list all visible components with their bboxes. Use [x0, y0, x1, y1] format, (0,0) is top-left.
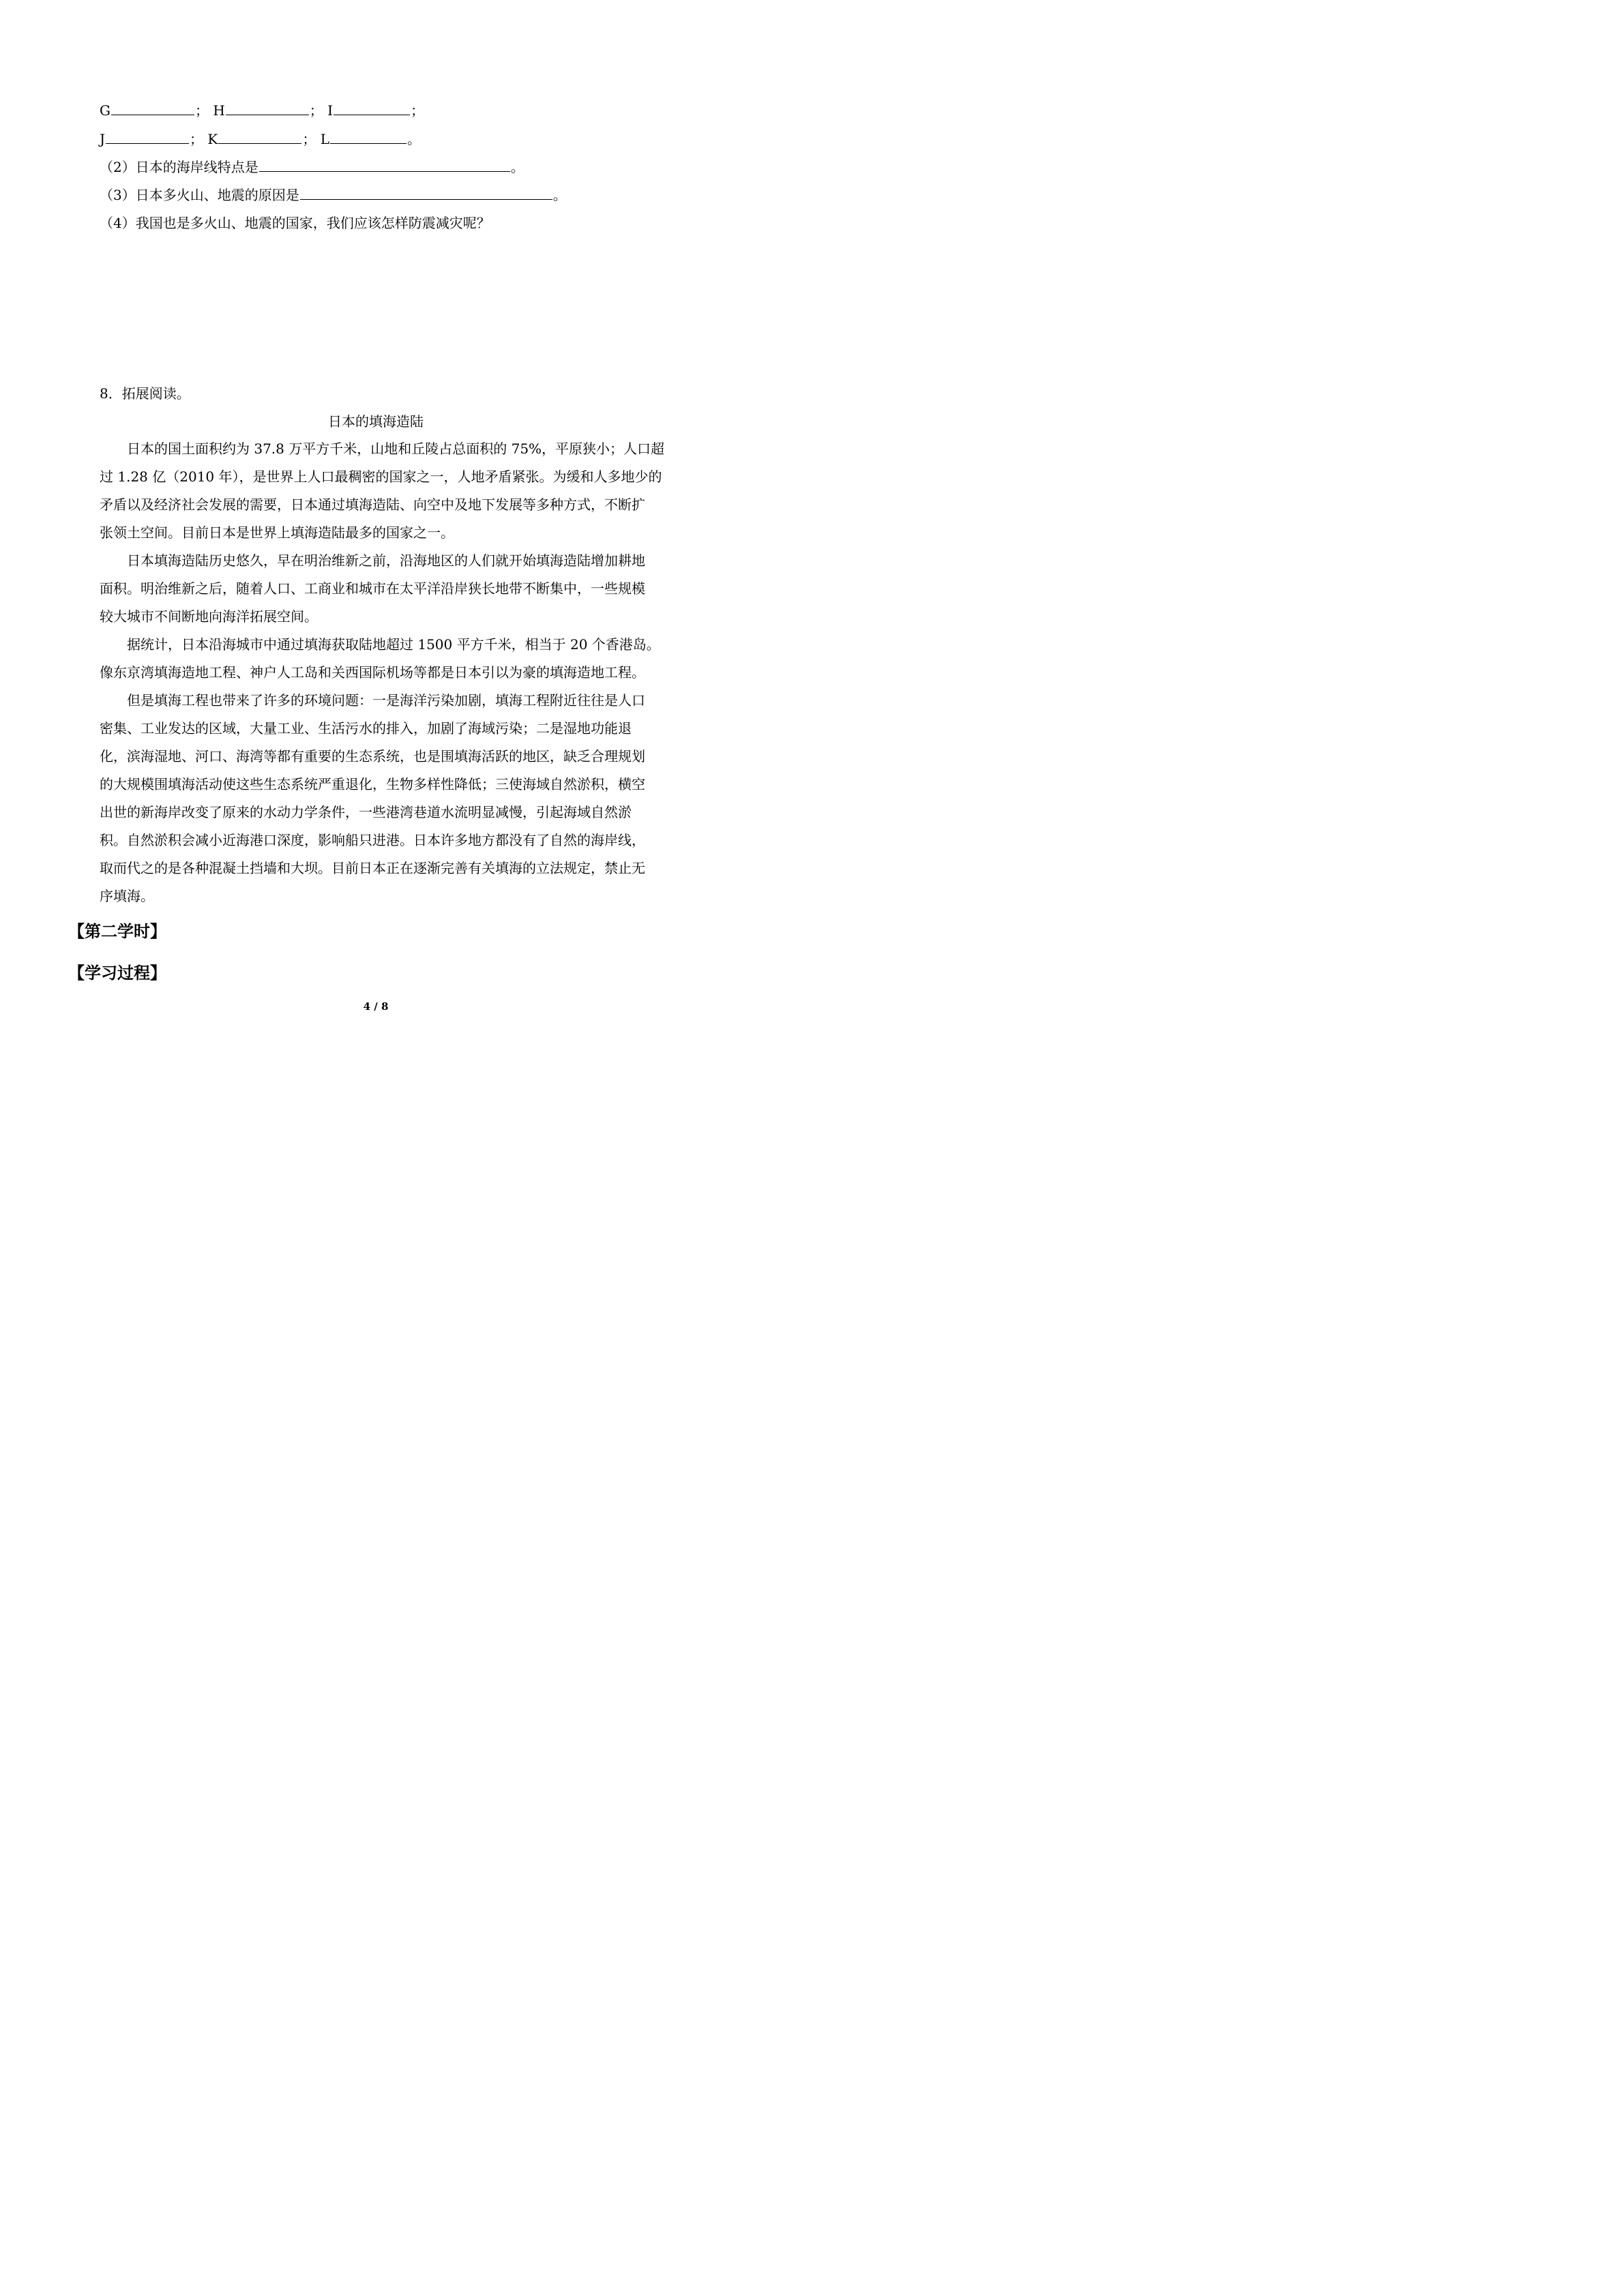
document-page: [0, 0, 752, 1063]
paragraph-line: 据统计，日本沿海城市中通过填海获取陆地超过 1500 平方千米，相当于 20 个香港岛。: [100, 636, 660, 653]
label-j: J: [100, 131, 106, 147]
reading-title: 日本的填海造陆: [328, 413, 424, 430]
page-number: 4 / 8: [363, 1000, 389, 1013]
label-g: G: [100, 102, 110, 119]
label-k: K: [207, 131, 218, 147]
label-h: H: [213, 102, 225, 119]
heading-learning-process: 【学习过程】: [68, 964, 166, 983]
fill-row-2: J ； K ； L 。: [100, 131, 421, 147]
answer-blank-l[interactable]: [330, 131, 407, 144]
answer-blank-q3[interactable]: [300, 187, 552, 200]
paragraph-line: 的大规模围填海活动使这些生态系统严重退化，生物多样性降低；三使海域自然淤积，横空: [100, 776, 645, 792]
fill-row-1: G ； H ； I ；: [100, 102, 425, 119]
paragraph-line: 矛盾以及经济社会发展的需要，日本通过填海造陆、向空中及地下发展等多种方式，不断扩: [100, 496, 645, 513]
answer-blank-h[interactable]: [226, 102, 309, 115]
paragraph-line: 取而代之的是各种混凝土挡墙和大坝。目前日本正在逐渐完善有关填海的立法规定，禁止无: [100, 860, 645, 876]
heading-second-period: 【第二学时】: [68, 922, 166, 941]
paragraph-line: 序填海。: [100, 888, 154, 904]
paragraph-line: 日本的国土面积约为 37.8 万平方千米，山地和丘陵占总面积的 75%，平原狭小；人口超: [100, 441, 665, 457]
paragraph-line: 过 1.28 亿（2010 年），是世界上人口最稠密的国家之一，人地矛盾紧张。为缓和人多地少的: [100, 468, 662, 485]
label-l: L: [320, 131, 329, 147]
paragraph-line: 密集、工业发达的区域，大量工业、生活污水的排入，加剧了海域污染；二是湿地功能退: [100, 720, 632, 736]
label-i: I: [327, 102, 334, 119]
paragraph-line: 较大城市不间断地向海洋拓展空间。: [100, 608, 318, 625]
question-3: （3）日本多火山、地震的原因是 。: [100, 187, 567, 203]
question-4: （4）我国也是多火山、地震的国家，我们应该怎样防震减灾呢？: [100, 215, 490, 231]
paragraph-line: 积。自然淤积会减小近海港口深度，影响船只进港。日本许多地方都没有了自然的海岸线，: [100, 832, 645, 848]
paragraph-line: 日本填海造陆历史悠久，早在明治维新之前，沿海地区的人们就开始填海造陆增加耕地: [100, 552, 645, 569]
answer-blank-g[interactable]: [111, 102, 194, 115]
paragraph-line: 张领土空间。目前日本是世界上填海造陆最多的国家之一。: [100, 524, 454, 541]
question-2: （2）日本的海岸线特点是 。: [100, 159, 525, 175]
paragraph-line: 化，滨海湿地、河口、海湾等都有重要的生态系统，也是围填海活跃的地区，缺乏合理规划: [100, 748, 645, 764]
paragraph-line: 但是填海工程也带来了许多的环境问题：一是海洋污染加剧，填海工程附近往往是人口: [100, 692, 645, 709]
paragraph-line: 出世的新海岸改变了原来的水动力学条件，一些港湾巷道水流明显减慢，引起海域自然淤: [100, 804, 632, 820]
answer-blank-q2[interactable]: [259, 159, 510, 172]
paragraph-line: 像东京湾填海造地工程、神户人工岛和关西国际机场等都是日本引以为豪的填海造地工程。: [100, 664, 645, 681]
answer-blank-k[interactable]: [218, 131, 301, 144]
answer-blank-j[interactable]: [106, 131, 189, 144]
paragraph-line: 面积。明治维新之后，随着人口、工商业和城市在太平洋沿岸狭长地带不断集中，一些规模: [100, 580, 645, 597]
answer-blank-i[interactable]: [334, 102, 410, 115]
section-8-label: 8．拓展阅读。: [100, 385, 190, 402]
